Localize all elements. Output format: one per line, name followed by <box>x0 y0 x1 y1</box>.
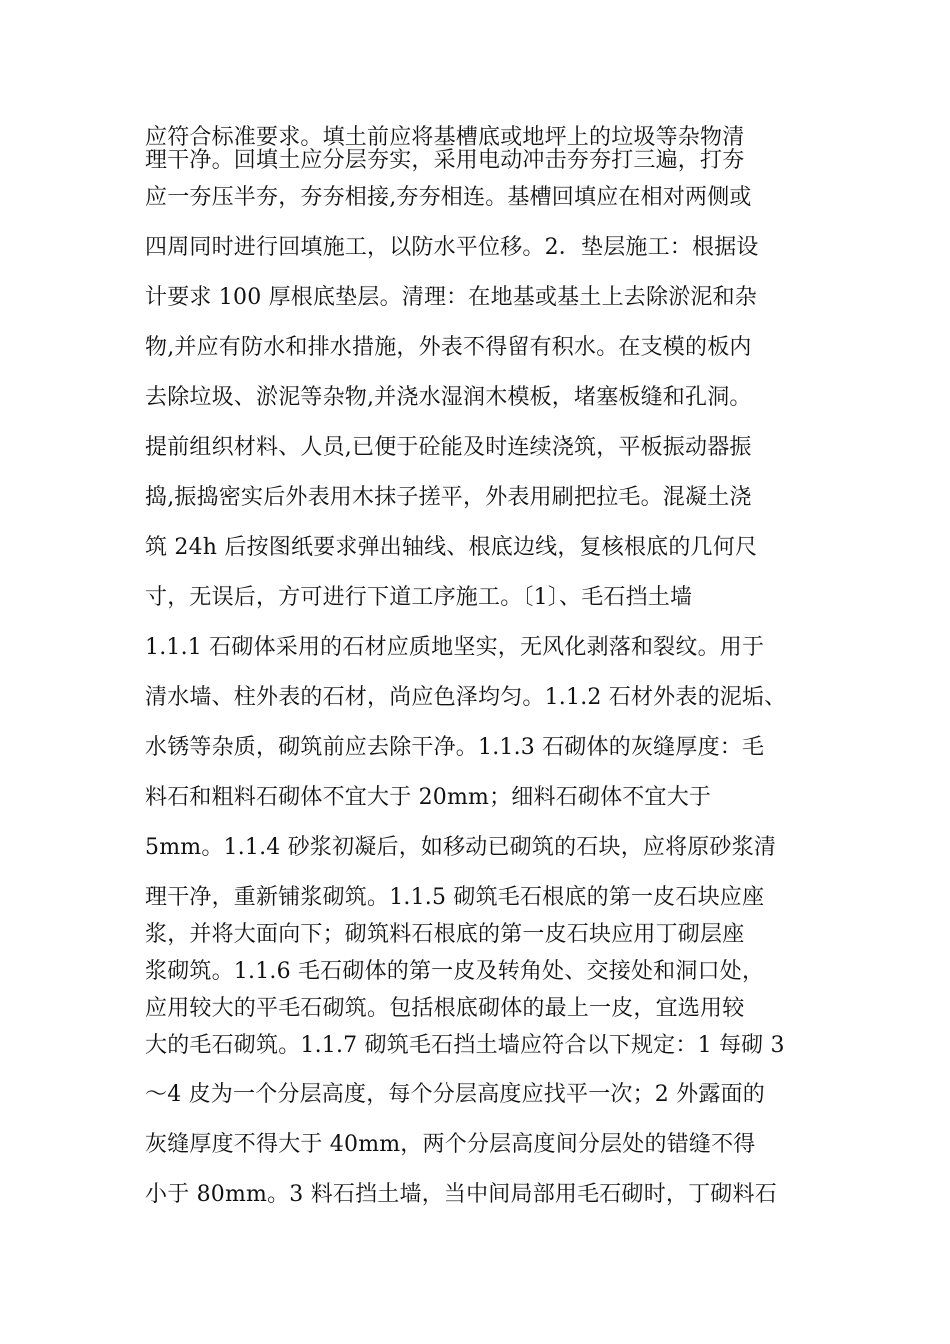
text-line: 浆砌筑。1.1.6 毛石砌体的第一皮及转角处、交接处和洞口处， <box>145 959 765 984</box>
text-line: 浆，并将大面向下；砌筑料石根底的第一皮石块应用丁砌层座 <box>145 922 745 947</box>
text-line: 提前组织材料、人员,已便于砼能及时连续浇筑，平板振动器振 <box>145 435 752 460</box>
text-line: 应一夯压半夯，夯夯相接,夯夯相连。基槽回填应在相对两侧或 <box>145 185 752 210</box>
text-line: 应符合标准要求。填土前应将基槽底或地坪上的垃圾等杂物清 <box>145 125 745 150</box>
text-line: 筑 24h 后按图纸要求弹出轴线、根底边线，复核根底的几何尺 <box>145 535 758 560</box>
text-line: 小于 80mm。3 料石挡土墙，当中间局部用毛石砌时，丁砌料石 <box>145 1182 777 1207</box>
text-line: 去除垃圾、淤泥等杂物,并浇水湿润木模板，堵塞板缝和孔洞。 <box>145 385 752 410</box>
text-line: 四周同时进行回填施工，以防水平位移。2．垫层施工：根据设 <box>145 235 759 260</box>
text-line: ～4 皮为一个分层高度，每个分层高度应找平一次；2 外露面的 <box>145 1082 765 1107</box>
text-line: 理干净。回填土应分层夯实，采用电动冲击夯夯打三遍，打夯 <box>145 148 745 173</box>
text-line: 水锈等杂质，砌筑前应去除干净。1.1.3 石砌体的灰缝厚度：毛 <box>145 735 765 760</box>
text-line: 5mm。1.1.4 砂浆初凝后，如移动已砌筑的石块，应将原砂浆清 <box>145 835 777 860</box>
text-line: 清水墙、柱外表的石材，尚应色泽均匀。1.1.2 石材外表的泥垢、 <box>145 685 787 710</box>
text-line: 理干净，重新铺浆砌筑。1.1.5 砌筑毛石根底的第一皮石块应座 <box>145 885 765 910</box>
text-line: 寸，无误后，方可进行下道工序施工。〔1〕、毛石挡土墙 <box>145 585 693 610</box>
text-line: 应用较大的平毛石砌筑。包括根底砌体的最上一皮，宜选用较 <box>145 996 745 1021</box>
text-line: 灰缝厚度不得大于 40mm，两个分层高度间分层处的错缝不得 <box>145 1132 756 1157</box>
text-line: 大的毛石砌筑。1.1.7 砌筑毛石挡土墙应符合以下规定：1 每砌 3 <box>145 1033 785 1058</box>
text-line: 物,并应有防水和排水措施，外表不得留有积水。在支模的板内 <box>145 335 752 360</box>
text-line: 料石和粗料石砌体不宜大于 20mm；细料石砌体不宜大于 <box>145 785 712 810</box>
text-line: 1.1.1 石砌体采用的石材应质地坚实，无风化剥落和裂纹。用于 <box>145 635 765 660</box>
text-line: 捣,振捣密实后外表用木抹子搓平，外表用刷把拉毛。混凝土浇 <box>145 485 752 510</box>
text-line: 计要求 100 厚根底垫层。清理：在地基或基土上去除淤泥和杂 <box>145 285 757 310</box>
